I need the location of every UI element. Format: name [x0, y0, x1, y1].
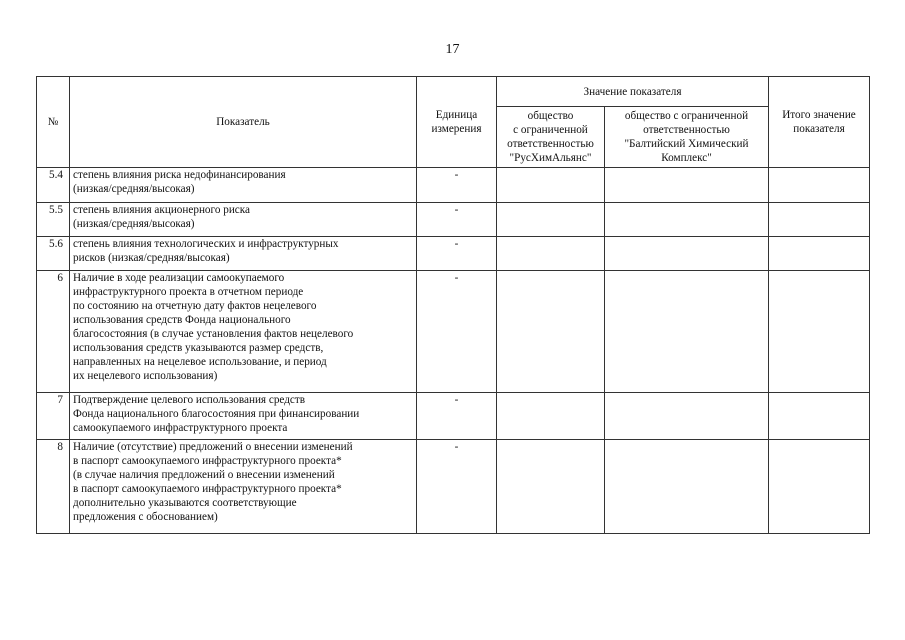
- row-value-company-2: [605, 440, 769, 534]
- row-unit: -: [417, 393, 497, 440]
- row-value-company-1: [497, 237, 605, 271]
- row-unit: -: [417, 237, 497, 271]
- page-number: 17: [445, 42, 460, 57]
- header-number: №: [37, 77, 70, 168]
- row-value-company-1: [497, 440, 605, 534]
- indicators-table: [36, 76, 870, 534]
- row-value-company-1: [497, 393, 605, 440]
- row-number: 7: [37, 393, 70, 440]
- table-row: [37, 203, 870, 237]
- row-total: [769, 271, 870, 393]
- row-value-company-2: [605, 203, 769, 237]
- row-indicator: Наличие в ходе реализации самоокупаемого инфраструктурного проекта в отчетном периоде по состоянию на отчетную дату фактов нецелевого использования средств Фонда национального благосостояния (в случае установления фактов нецелевого использования средств указываются размер средств, направленных на нецелевое использование, и период их нецелевого использования): [70, 271, 417, 393]
- row-indicator: степень влияния риска недофинансирования (низкая/средняя/высокая): [70, 168, 417, 203]
- header-unit: Единица измерения: [417, 77, 497, 168]
- row-value-company-1: [497, 203, 605, 237]
- row-value-company-2: [605, 168, 769, 203]
- header-company-rushimalyans: общество с ограниченной ответственностью "РусХимАльянс": [497, 107, 605, 168]
- row-value-company-2: [605, 271, 769, 393]
- row-unit: -: [417, 440, 497, 534]
- header-total: Итого значение показателя: [769, 77, 870, 168]
- header-value-group: Значение показателя: [497, 77, 769, 107]
- row-indicator: Наличие (отсутствие) предложений о внесении изменений в паспорт самоокупаемого инфраструктурного проекта* (в случае наличия предложений о внесении изменений в паспорт самоокупаемого инфраструктурного проекта* дополнительно указываются соответствующие предложения с обоснованием): [70, 440, 417, 534]
- row-unit: -: [417, 203, 497, 237]
- header-company-baltic: общество с ограниченной ответственностью "Балтийский Химический Комплекс": [605, 107, 769, 168]
- row-value-company-2: [605, 237, 769, 271]
- table-row: [37, 168, 870, 203]
- row-value-company-1: [497, 271, 605, 393]
- row-number: 5.4: [37, 168, 70, 203]
- row-unit: -: [417, 271, 497, 393]
- row-number: 5.5: [37, 203, 70, 237]
- row-total: [769, 237, 870, 271]
- row-number: 6: [37, 271, 70, 393]
- row-total: [769, 203, 870, 237]
- row-value-company-1: [497, 168, 605, 203]
- row-number: 5.6: [37, 237, 70, 271]
- header-indicator: Показатель: [70, 77, 417, 168]
- row-total: [769, 440, 870, 534]
- row-indicator: Подтверждение целевого использования средств Фонда национального благосостояния при финансировании самоокупаемого инфраструктурного проекта: [70, 393, 417, 440]
- row-value-company-2: [605, 393, 769, 440]
- table-row: [37, 440, 870, 534]
- row-indicator: степень влияния технологических и инфраструктурных рисков (низкая/средняя/высокая): [70, 237, 417, 271]
- row-total: [769, 168, 870, 203]
- row-number: 8: [37, 440, 70, 534]
- table-row: [37, 393, 870, 440]
- row-total: [769, 393, 870, 440]
- row-unit: -: [417, 168, 497, 203]
- row-indicator: степень влияния акционерного риска (низкая/средняя/высокая): [70, 203, 417, 237]
- table-row: [37, 271, 870, 393]
- table-row: [37, 237, 870, 271]
